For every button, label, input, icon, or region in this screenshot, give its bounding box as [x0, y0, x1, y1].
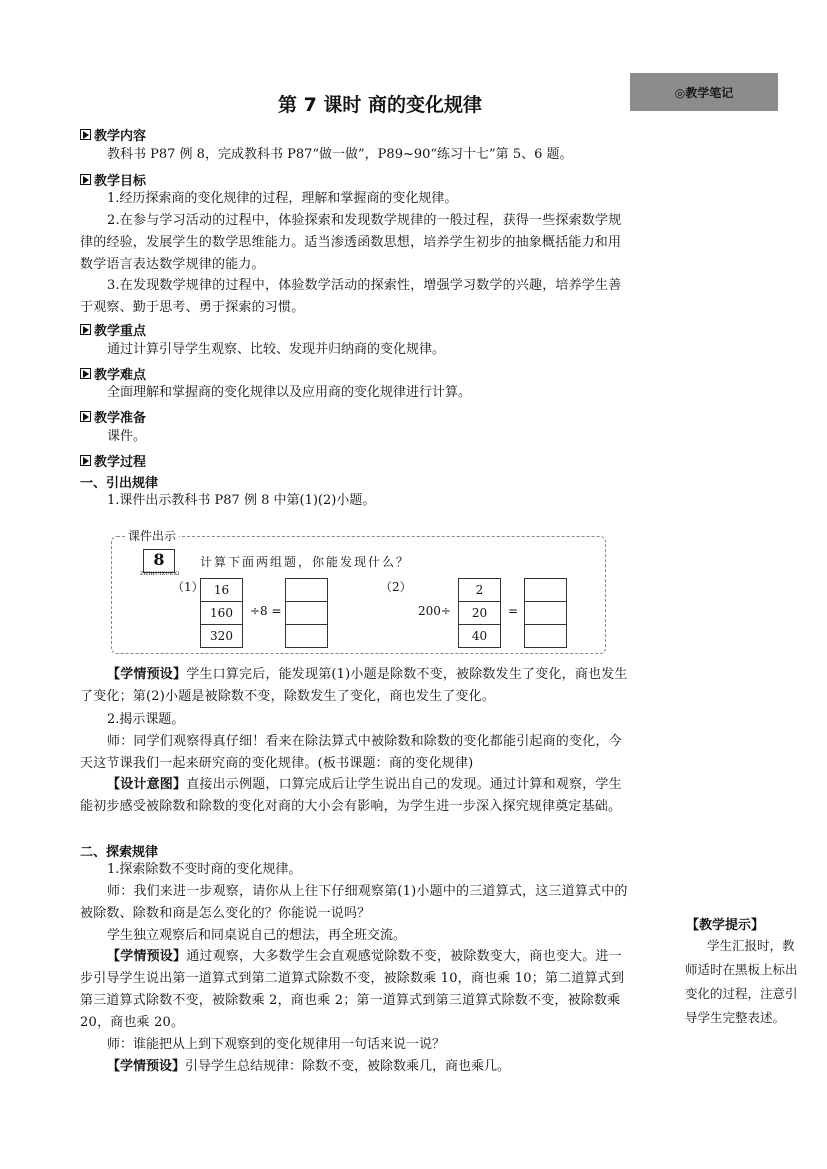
- demo-prompt: 计算下面两组题，你能发现什么？: [200, 555, 411, 569]
- content-text: 教科书 P87 例 8，完成教科书 P87“做一做”，P89~90“练习十七”第 5、6 题。: [107, 147, 573, 162]
- q2-answer-3[interactable]: [524, 624, 567, 648]
- heading-content: 教学内容: [80, 125, 146, 144]
- q2-equals: =: [508, 604, 519, 618]
- difficulty-text: 全面理解和掌握商的变化规律以及应用商的变化规律进行计算。: [107, 385, 472, 400]
- play-icon: [80, 455, 91, 466]
- teaching-notes-box: ◎教学笔记: [630, 73, 778, 111]
- heading-prep: 教学准备: [80, 407, 146, 426]
- heading-difficulty: 教学难点: [80, 364, 146, 383]
- q2-divisor-1: 2: [458, 578, 501, 602]
- q1-dividend-2: 160: [200, 601, 243, 625]
- key-text: 通过计算引导学生观察、比较、发现并归纳商的变化规律。: [107, 342, 446, 357]
- teacher-1: 师：同学们观察得真仔细！看来在除法算式中被除数和除数的变化都能引起商的变化，今天这节课我们一起来研究商的变化规律。(板书课题：商的变化规律): [80, 734, 622, 771]
- goal-1: 1.经历探索商的变化规律的过程，理解和掌握商的变化规律。: [107, 191, 458, 206]
- page-title: 第 7 课时 商的变化规律: [277, 94, 483, 116]
- part-1-heading: 一、引出规律: [80, 476, 159, 491]
- q1-dividend-1: 16: [200, 578, 243, 602]
- preset-3: 【学情预设】引导学生总结规律：除数不变，被除数乘几，商也乘几。: [107, 1059, 511, 1074]
- example-sub: ZHIHUIXUEXI: [140, 571, 180, 577]
- play-icon: [80, 129, 91, 140]
- example-number: 8: [143, 549, 175, 573]
- q2-prefix: 200÷: [418, 604, 451, 618]
- play-icon: [80, 174, 91, 185]
- q2-label: （2）: [380, 580, 412, 594]
- play-icon: [80, 411, 91, 422]
- prep-text: 课件。: [107, 429, 147, 444]
- q2-answer-1[interactable]: [524, 578, 567, 602]
- q2-divisor-3: 40: [458, 624, 501, 648]
- q1-label: （1）: [172, 580, 204, 594]
- goal-2: 2.在参与学习活动的过程中，体验探索和发现数学规律的一般过程，获得一些探索数学规律的经验，发展学生的数学思维能力。适当渗透函数思想，培养学生初步的抽象概括能力和用数学语言表达数学规律的能力。: [80, 213, 622, 272]
- part-2-heading: 二、探索规律: [80, 845, 159, 860]
- heading-process: 教学过程: [80, 451, 146, 470]
- preset-2: 【学情预设】通过观察，大多数学生会直观感觉除数不变，被除数变大，商也变大。进一步引导学生说出第一道算式到第二道算式除数不变，被除数乘 10，商也乘 10；第二道算式到第三道算式除数不变，被除数乘 2，商也乘 2；第一道算式到第三道算式除数不变，被除数乘 20，商也乘 20。: [80, 949, 625, 1030]
- tip-text: 学生汇报时，教师适时在黑板上标出变化的过程，注意引导学生完整表述。: [685, 938, 798, 1025]
- step-2: 2.揭示课题。: [107, 712, 185, 727]
- step-3: 1.探索除数不变时商的变化规律。: [107, 862, 302, 877]
- goal-3: 3.在发现数学规律的过程中，体验数学活动的探索性，增强学习数学的兴趣，培养学生善于观察、勤于思考、勇于探索的习惯。: [80, 278, 622, 315]
- teacher-3: 师：谁能把从上到下观察到的变化规律用一句话来说一说？: [107, 1037, 446, 1052]
- teacher-2: 师：我们来进一步观察，请你从上往下仔细观察第(1)小题中的三道算式，这三道算式中的被除数、除数和商是怎么变化的？你能说一说吗？: [80, 884, 628, 921]
- step-1: 1.课件出示教科书 P87 例 8 中第(1)(2)小题。: [107, 493, 376, 508]
- demo-label: 课件出示: [125, 527, 179, 544]
- design-intent: 【设计意图】直接出示例题，口算完成后让学生说出自己的发现。通过计算和观察，学生能初步感受被除数和除数的变化对商的大小会有影响，为学生进一步深入探究规律奠定基础。: [80, 777, 622, 814]
- heading-goals: 教学目标: [80, 170, 146, 189]
- q1-answer-2[interactable]: [285, 601, 328, 625]
- q1-operator: ÷8 =: [250, 604, 282, 618]
- q2-divisor-2: 20: [458, 601, 501, 625]
- tip-heading: 【教学提示】: [686, 918, 765, 933]
- students-text: 学生独立观察后和同桌说自己的想法，再全班交流。: [107, 928, 407, 943]
- q2-answer-2[interactable]: [524, 601, 567, 625]
- q1-answer-1[interactable]: [285, 578, 328, 602]
- play-icon: [80, 368, 91, 379]
- q1-answer-3[interactable]: [285, 624, 328, 648]
- preset-1: 【学情预设】学生口算完后，能发现第(1)小题是除数不变，被除数发生了变化，商也发生了变化；第(2)小题是被除数不变，除数发生了变化，商也发生了变化。: [80, 667, 628, 704]
- heading-key: 教学重点: [80, 320, 146, 339]
- q1-dividend-3: 320: [200, 624, 243, 648]
- play-icon: [80, 324, 91, 335]
